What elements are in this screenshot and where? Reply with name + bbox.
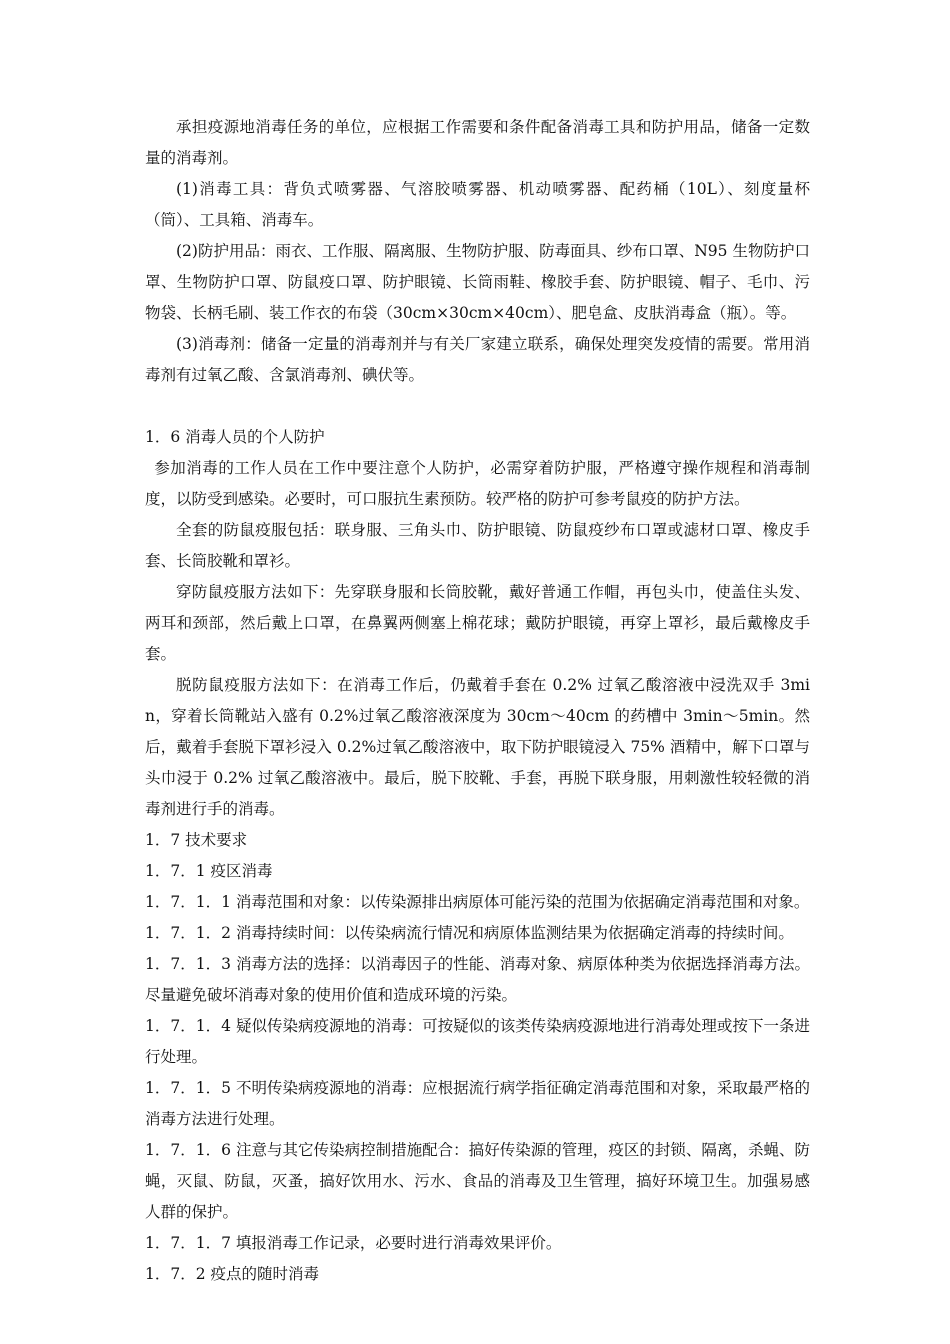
paragraph-intro: 承担疫源地消毒任务的单位，应根据工作需要和条件配备消毒工具和防护用品，储备一定数量的消毒剂。	[145, 118, 810, 167]
item-1-7-1-5: 1．7．1．5 不明传染病疫源地的消毒：应根据流行病学指征确定消毒范围和对象，采取最严格的消毒方法进行处理。	[145, 1079, 810, 1128]
paragraph-personal-protection: 参加消毒的工作人员在工作中要注意个人防护，必需穿着防护服，严格遵守操作规程和消毒制度，以防受到感染。必要时，可口服抗生素预防。较严格的防护可参考鼠疫的防护方法。	[145, 459, 810, 508]
item-1-7-1-3: 1．7．1．3 消毒方法的选择：以消毒因子的性能、消毒对象、病原体种类为依据选择消毒方法。尽量避免破坏消毒对象的使用价值和造成环境的污染。	[145, 955, 810, 1004]
document-body	[145, 112, 810, 1290]
heading-1-6: 1．6 消毒人员的个人防护	[145, 428, 325, 446]
paragraph-donning-method: 穿防鼠疫服方法如下：先穿联身服和长筒胶靴，戴好普通工作帽，再包头巾，使盖住头发、两耳和颈部，然后戴上口罩，在鼻翼两侧塞上棉花球；戴防护眼镜，再穿上罩衫，最后戴橡皮手套。	[145, 583, 810, 663]
item-1-7-1-4: 1．7．1．4 疑似传染病疫源地的消毒：可按疑似的该类传染病疫源地进行消毒处理或按下一条进行处理。	[145, 1017, 810, 1066]
paragraph-disinfectants: (3)消毒剂：储备一定量的消毒剂并与有关厂家建立联系，确保处理突发疫情的需要。常用消毒剂有过氧乙酸、含氯消毒剂、碘伏等。	[145, 335, 810, 384]
item-1-7-1-2: 1．7．1．2 消毒持续时间：以传染病流行情况和病原体监测结果为依据确定消毒的持续时间。	[145, 924, 794, 942]
heading-1-7-1: 1．7．1 疫区消毒	[145, 862, 273, 880]
paragraph-disinfection-tools: (1)消毒工具：背负式喷雾器、气溶胶喷雾器、机动喷雾器、配药桶（10L）、刻度量杯（筒）、工具箱、消毒车。	[145, 180, 810, 229]
blank-line	[145, 391, 810, 422]
heading-1-7-2: 1．7．2 疫点的随时消毒	[145, 1265, 320, 1283]
paragraph-full-suit: 全套的防鼠疫服包括：联身服、三角头巾、防护眼镜、防鼠疫纱布口罩或滤材口罩、橡皮手套、长筒胶靴和罩衫。	[145, 521, 810, 570]
heading-1-7: 1．7 技术要求	[145, 831, 248, 849]
paragraph-protective-supplies: (2)防护用品：雨衣、工作服、隔离服、生物防护服、防毒面具、纱布口罩、N95 生物防护口罩、生物防护口罩、防鼠疫口罩、防护眼镜、长筒雨鞋、橡胶手套、防护眼镜、帽子、毛巾、污物袋、长柄毛刷、装工作衣的布袋（30cm×30cm×40cm）、肥皂盒、皮肤消毒盒（瓶）。等。	[145, 242, 810, 322]
paragraph-doffing-method: 脱防鼠疫服方法如下：在消毒工作后，仍戴着手套在 0.2% 过氧乙酸溶液中浸洗双手 3min，穿着长筒靴站入盛有 0.2%过氧乙酸溶液深度为 30cm～40cm 的药槽中 3min～5min。然后，戴着手套脱下罩衫浸入 0.2%过氧乙酸溶液中，取下防护眼镜浸入 75% 酒精中，解下口罩与头巾浸于 0.2% 过氧乙酸溶液中。最后，脱下胶靴、手套，再脱下联身服，用刺激性较轻微的消毒剂进行手的消毒。	[145, 676, 810, 818]
item-1-7-1-6: 1．7．1．6 注意与其它传染病控制措施配合：搞好传染源的管理，疫区的封锁、隔离，杀蝇、防蝇，灭鼠、防鼠，灭蚤，搞好饮用水、污水、食品的消毒及卫生管理，搞好环境卫生。加强易感人群的保护。	[145, 1141, 810, 1221]
item-1-7-1-1: 1．7．1．1 消毒范围和对象：以传染源排出病原体可能污染的范围为依据确定消毒范围和对象。	[145, 893, 810, 911]
item-1-7-1-7: 1．7．1．7 填报消毒工作记录，必要时进行消毒效果评价。	[145, 1234, 562, 1252]
